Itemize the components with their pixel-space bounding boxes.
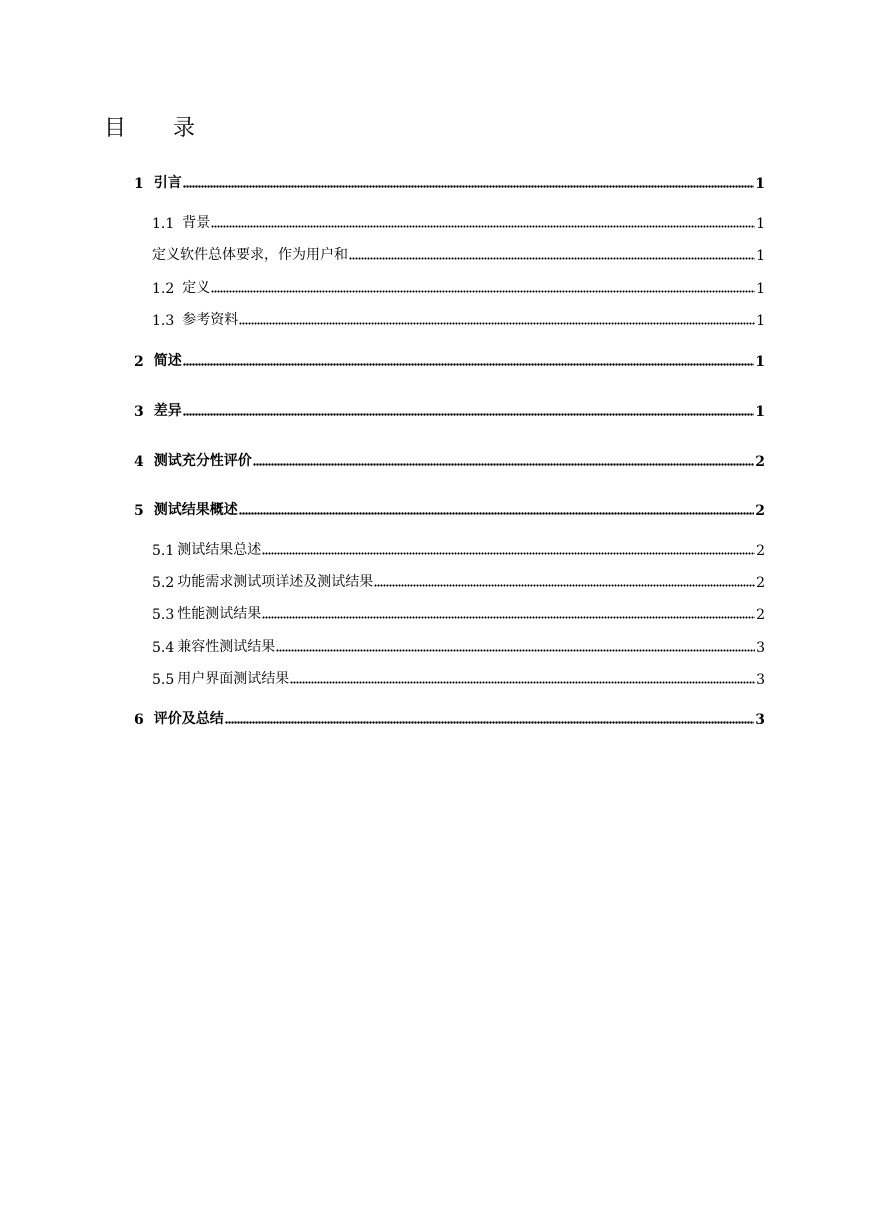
dot-leader xyxy=(239,322,755,325)
toc-entry[interactable] xyxy=(152,309,765,329)
dot-leader xyxy=(290,681,755,684)
toc-entry-page: 3 xyxy=(756,672,765,688)
dot-leader xyxy=(276,649,755,652)
toc-entry-title: 简述 xyxy=(153,353,182,369)
toc-entry-title: 定义软件总体要求，作为用户和 xyxy=(152,247,348,263)
toc-entry-page: 2 xyxy=(756,607,765,623)
toc-entry-title: 评价及总结 xyxy=(153,711,224,727)
toc-entry-title: 测试充分性评价 xyxy=(153,453,252,469)
toc-entry-number: 3 xyxy=(134,404,144,420)
toc-entry[interactable] xyxy=(152,539,765,559)
toc-entry-page: 1 xyxy=(755,176,765,192)
toc-entry-page: 1 xyxy=(756,313,765,329)
toc-entry-number: 5.2 xyxy=(152,575,175,591)
toc-entry[interactable] xyxy=(152,244,765,264)
dot-leader xyxy=(239,512,755,515)
dot-leader xyxy=(183,413,755,416)
toc-entry-number: 1 xyxy=(134,176,144,192)
toc-entry-number: 1.3 xyxy=(152,313,175,329)
toc-entry-number: 1.1 xyxy=(152,216,175,232)
dot-leader xyxy=(211,225,755,228)
toc-entry[interactable] xyxy=(134,350,765,370)
toc-entry[interactable] xyxy=(152,571,765,591)
toc-entry-title: 背景 xyxy=(182,215,211,231)
toc-entry-title: 兼容性测试结果 xyxy=(177,639,276,655)
toc-entry-page: 1 xyxy=(755,354,765,370)
toc-entry-page: 2 xyxy=(755,503,765,519)
toc-entry[interactable] xyxy=(134,400,765,420)
toc-title: 目 录 xyxy=(104,116,215,141)
dot-leader xyxy=(374,584,755,587)
toc-entry-number: 6 xyxy=(134,712,144,728)
toc-entry-page: 3 xyxy=(755,712,765,728)
toc-entry[interactable] xyxy=(152,277,765,297)
dot-leader xyxy=(349,257,755,260)
toc-entry-number: 5 xyxy=(134,503,144,519)
dot-leader xyxy=(211,290,755,293)
toc-entry-number: 5.4 xyxy=(152,640,175,656)
toc-entry[interactable] xyxy=(134,450,765,470)
toc-entry[interactable] xyxy=(134,708,765,728)
toc-entry-page: 1 xyxy=(755,404,765,420)
toc-entry-page: 2 xyxy=(756,543,765,559)
toc-entry-title: 性能测试结果 xyxy=(177,606,262,622)
toc-entry-number: 5.1 xyxy=(152,543,175,559)
toc-entry-title: 测试结果总述 xyxy=(177,542,262,558)
toc-entry-title: 功能需求测试项详述及测试结果 xyxy=(177,574,374,590)
toc-entry[interactable] xyxy=(152,212,765,232)
toc-entry-title: 引言 xyxy=(153,175,182,191)
dot-leader xyxy=(262,616,755,619)
dot-leader xyxy=(253,463,755,466)
toc-entry[interactable] xyxy=(152,603,765,623)
toc-entry[interactable] xyxy=(134,499,765,519)
toc-entry-number: 4 xyxy=(134,454,144,470)
toc-entry-title: 定义 xyxy=(182,280,211,296)
toc-entry[interactable] xyxy=(152,668,765,688)
toc-entry[interactable] xyxy=(152,636,765,656)
toc-entry-page: 1 xyxy=(756,216,765,232)
dot-leader xyxy=(262,552,755,555)
toc-entry-number: 5.5 xyxy=(152,672,175,688)
toc-entry-page: 1 xyxy=(756,248,765,264)
toc-entry-title: 用户界面测试结果 xyxy=(177,671,290,687)
toc-entry-number: 2 xyxy=(134,354,144,370)
toc-entry-number: 5.3 xyxy=(152,607,175,623)
toc-entry-page: 2 xyxy=(756,575,765,591)
toc-entry-title: 测试结果概述 xyxy=(153,502,238,518)
toc-entry-page: 2 xyxy=(755,454,765,470)
dot-leader xyxy=(225,721,755,724)
toc-entry[interactable] xyxy=(134,172,765,192)
dot-leader xyxy=(183,185,755,188)
toc-entry-page: 3 xyxy=(756,640,765,656)
toc-entry-page: 1 xyxy=(756,281,765,297)
toc-entry-number: 1.2 xyxy=(152,281,175,297)
toc-entry-title: 参考资料 xyxy=(182,312,239,328)
dot-leader xyxy=(183,363,755,366)
toc-entry-title: 差异 xyxy=(153,403,182,419)
